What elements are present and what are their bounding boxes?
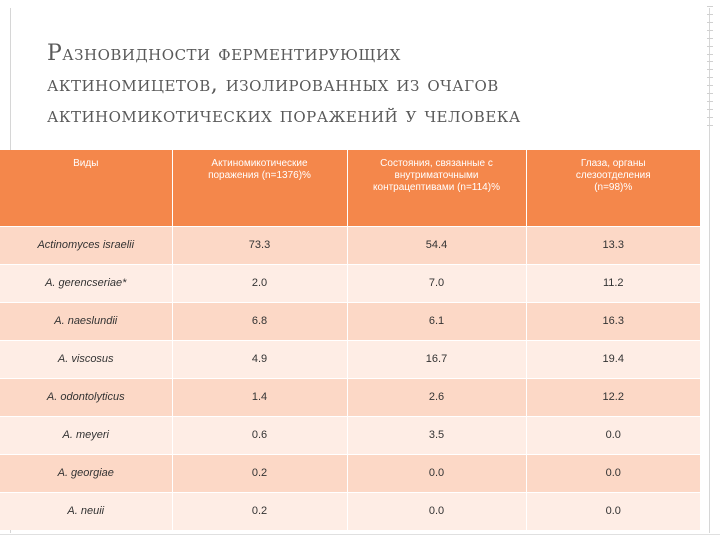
bottom-divider bbox=[0, 534, 720, 535]
value-cell: 73.3 bbox=[172, 226, 347, 264]
value-cell: 13.3 bbox=[526, 226, 700, 264]
value-cell: 0.6 bbox=[172, 416, 347, 454]
value-cell: 0.0 bbox=[347, 454, 526, 492]
value-cell: 0.0 bbox=[347, 492, 526, 530]
header-eyes-lacrimal: Глаза, органы слезоотделения (n=98)% bbox=[526, 150, 700, 226]
value-cell: 54.4 bbox=[347, 226, 526, 264]
value-cell: 1.4 bbox=[172, 378, 347, 416]
table-row bbox=[0, 416, 700, 454]
title-line-2: актиномицетов, изолированных из очагов bbox=[47, 72, 499, 97]
value-cell: 0.2 bbox=[172, 454, 347, 492]
table-row bbox=[0, 492, 700, 530]
value-cell: 16.7 bbox=[347, 340, 526, 378]
table-row bbox=[0, 226, 700, 264]
table-row bbox=[0, 302, 700, 340]
value-cell: 12.2 bbox=[526, 378, 700, 416]
header-species: Виды bbox=[0, 150, 172, 226]
value-cell: 0.2 bbox=[172, 492, 347, 530]
table-header-row bbox=[0, 150, 700, 226]
table-row bbox=[0, 454, 700, 492]
value-cell: 3.5 bbox=[347, 416, 526, 454]
species-cell: A. viscosus bbox=[0, 340, 172, 378]
table-row bbox=[0, 378, 700, 416]
slide-title bbox=[47, 38, 707, 131]
species-cell: A. naeslundii bbox=[0, 302, 172, 340]
value-cell: 2.0 bbox=[172, 264, 347, 302]
value-cell: 0.0 bbox=[526, 454, 700, 492]
value-cell: 11.2 bbox=[526, 264, 700, 302]
header-iud-conditions: Состояния, связанные с внутриматочными контрацептивами (n=114)% bbox=[347, 150, 526, 226]
species-table bbox=[0, 150, 700, 530]
species-cell: A. georgiae bbox=[0, 454, 172, 492]
table-row bbox=[0, 264, 700, 302]
value-cell: 2.6 bbox=[347, 378, 526, 416]
value-cell: 6.8 bbox=[172, 302, 347, 340]
species-cell: A. neuii bbox=[0, 492, 172, 530]
value-cell: 4.9 bbox=[172, 340, 347, 378]
species-cell: Actinomyces israelii bbox=[0, 226, 172, 264]
title-line-3: актиномикотических поражений у человека bbox=[47, 103, 521, 128]
table-row bbox=[0, 340, 700, 378]
value-cell: 7.0 bbox=[347, 264, 526, 302]
header-actinomycotic-lesions: Актиномикотические поражения (n=1376)% bbox=[172, 150, 347, 226]
value-cell: 16.3 bbox=[526, 302, 700, 340]
value-cell: 6.1 bbox=[347, 302, 526, 340]
value-cell: 0.0 bbox=[526, 416, 700, 454]
species-cell: A. odontolyticus bbox=[0, 378, 172, 416]
species-cell: A. gerencseriae* bbox=[0, 264, 172, 302]
species-cell: A. meyeri bbox=[0, 416, 172, 454]
value-cell: 0.0 bbox=[526, 492, 700, 530]
title-line-1: Разновидности ферментирующих bbox=[47, 41, 401, 66]
value-cell: 19.4 bbox=[526, 340, 700, 378]
